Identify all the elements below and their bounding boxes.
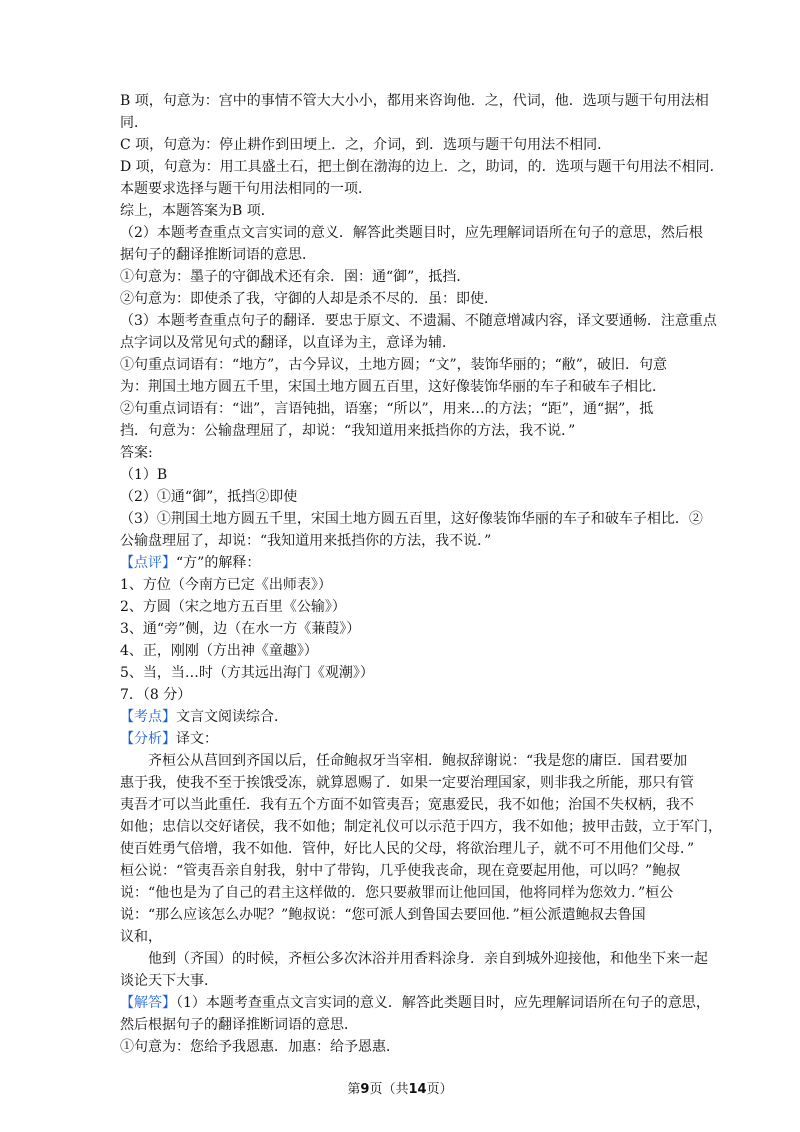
footer-total-pages: 14 [408,1082,427,1097]
text-line: （3）①荆国土地方圆五千里，宋国土地方圆五百里，这好像装饰华丽的车子和破车子相比．② [120,511,703,527]
translation-line: 桓公说：“管夷吾亲自射我，射中了带钩，几乎使我丧命，现在竟要起用他，可以吗？”鲍叔 [120,863,681,879]
comment-text: “方”的解释： [176,555,261,571]
text-line: C 项，句意为：停止耕作到田埂上．之，介词，到．选项与题干句用法不相同． [120,137,612,153]
translation-line: 说：“那么应该怎么办呢？”鲍叔说：“您可派人到鲁国去要回他．”桓公派遣鲍叔去鲁国 [120,907,646,923]
comment-line [120,552,690,574]
translation-line: 议和， [120,929,162,945]
text-line: （2）本题考查重点文言实词的意义．解答此类题目时，应先理解词语所在句子的意思，然后根 [120,225,703,241]
footer-mid: 页（共 [369,1082,409,1097]
analysis-line [120,728,690,750]
key-point-text: 文言文阅读综合． [176,709,288,725]
footer-prefix: 第 [347,1082,361,1097]
answer-heading: 答案: [120,445,153,461]
text-line: 然后根据句子的翻译推断词语的意思． [120,1017,358,1033]
text-line: ①句意为：您给予我恩惠．加惠：给予恩惠． [120,1039,400,1055]
document-body [120,90,724,1058]
text-line: 点字词以及常见句式的翻译，以直译为主，意译为辅． [120,335,456,351]
text-line: 5、当，当…时（方其远出海门《观潮》） [120,665,374,681]
text-line: ①句意为：墨子的守御战术还有余．圉：通“御”，抵挡． [120,269,471,285]
text-line: 1、方位（今南方已定《出师表》） [120,577,332,593]
question-number: 7．（8 分） [120,687,192,703]
text-line: D 项，句意为：用工具盛土石，把土倒在渤海的边上．之，助词，的．选项与题干句用法不相同． [120,159,724,175]
translation-line: 说：“他也是为了自己的君主这样做的．您只要赦罪而让他回国，他将同样为您效力．”桓公 [120,885,674,901]
text-line: 挡．句意为：公输盘理屈了，却说：“我知道用来抵挡你的方法，我不说．” [120,423,576,439]
text-line: 据句子的翻译推断词语的意思． [120,247,316,263]
text-line: ①句重点词语有：“地方”，古今异议，土地方圆；“文”，装饰华丽的；“敝”，破旧．句意 [120,357,667,373]
text-line: ②句意为：即使杀了我，守御的人却是杀不尽的．虽：即使． [120,291,498,307]
text-line: （1）B [120,467,168,483]
text-line: 4、正，刚刚（方出神《童趣》） [120,643,318,659]
text-line: 同． [120,115,148,131]
key-point-line [120,706,690,728]
footer-page-number: 9 [360,1082,370,1097]
text-line: ②句重点词语有：“诎”，言语钝拙，语塞；“所以”，用来…的方法；“距”，通“据”，抵 [120,401,654,417]
solution-text: （1）本题考查重点文言实词的意义．解答此类题目时，应先理解词语所在句子的意思， [176,995,710,1011]
page-footer [0,1081,800,1099]
translation-line: 使百姓勇气倍增，我不如他．管仲，好比人民的父母，将欲治理儿子，就不可不用他们父母．” [120,841,695,857]
text-line: 为：荆国土地方圆五千里，宋国土地方圆五百里，这好像装饰华丽的车子和破车子相比． [120,379,666,395]
translation-line: 夷吾才可以当此重任．我有五个方面不如管夷吾；宽惠爱民，我不如他；治国不失权柄，我不 [120,797,694,813]
key-point-tag: 【考点】 [120,709,176,725]
text-line: （3）本题考查重点句子的翻译．要忠于原文、不遗漏、不随意增减内容，译文要通畅．注意重点 [120,313,717,329]
translation-line: 齐桓公从莒回到齐国以后，任命鲍叔牙当宰相．鲍叔辞谢说：“我是您的庸臣．国君要加 [148,753,688,769]
text-line: B 项，句意为：宫中的事情不管大大小小，都用来咨询他．之，代词，他．选项与题干句用法相 [120,93,709,109]
text-line: 综上，本题答案为B 项． [120,203,275,219]
text-line: （2）①通“御”，抵挡②即使 [120,489,298,505]
text-line: 2、方圆（宋之地方五百里《公输》） [120,599,346,615]
text-line: 公输盘理屈了，却说：“我知道用来抵挡你的方法，我不说．” [120,533,492,549]
analysis-text: 译文： [176,731,218,747]
analysis-tag: 【分析】 [120,731,176,747]
solution-line [120,992,710,1014]
text-line: 本题要求选择与题干句用法相同的一项． [120,181,372,197]
translation-line: 如他；忠信以交好诸侯，我不如他；制定礼仪可以示范于四方，我不如他；披甲击鼓，立于军门， [120,819,722,835]
comment-tag: 【点评】 [120,555,176,571]
translation-line: 他到（齐国）的时候，齐桓公多次沐浴并用香料涂身．亲自到城外迎接他，和他坐下来一起 [148,951,708,967]
translation-line: 谈论天下大事． [120,973,218,989]
text-line: 3、通“旁”侧，边（在水一方《蒹葭》） [120,621,361,637]
translation-line: 惠于我，使我不至于挨饿受冻，就算恩赐了．如果一定要治理国家，则非我之所能，那只有管 [120,775,694,791]
solution-tag: 【解答】 [120,995,176,1011]
footer-suffix: 页） [426,1082,453,1097]
